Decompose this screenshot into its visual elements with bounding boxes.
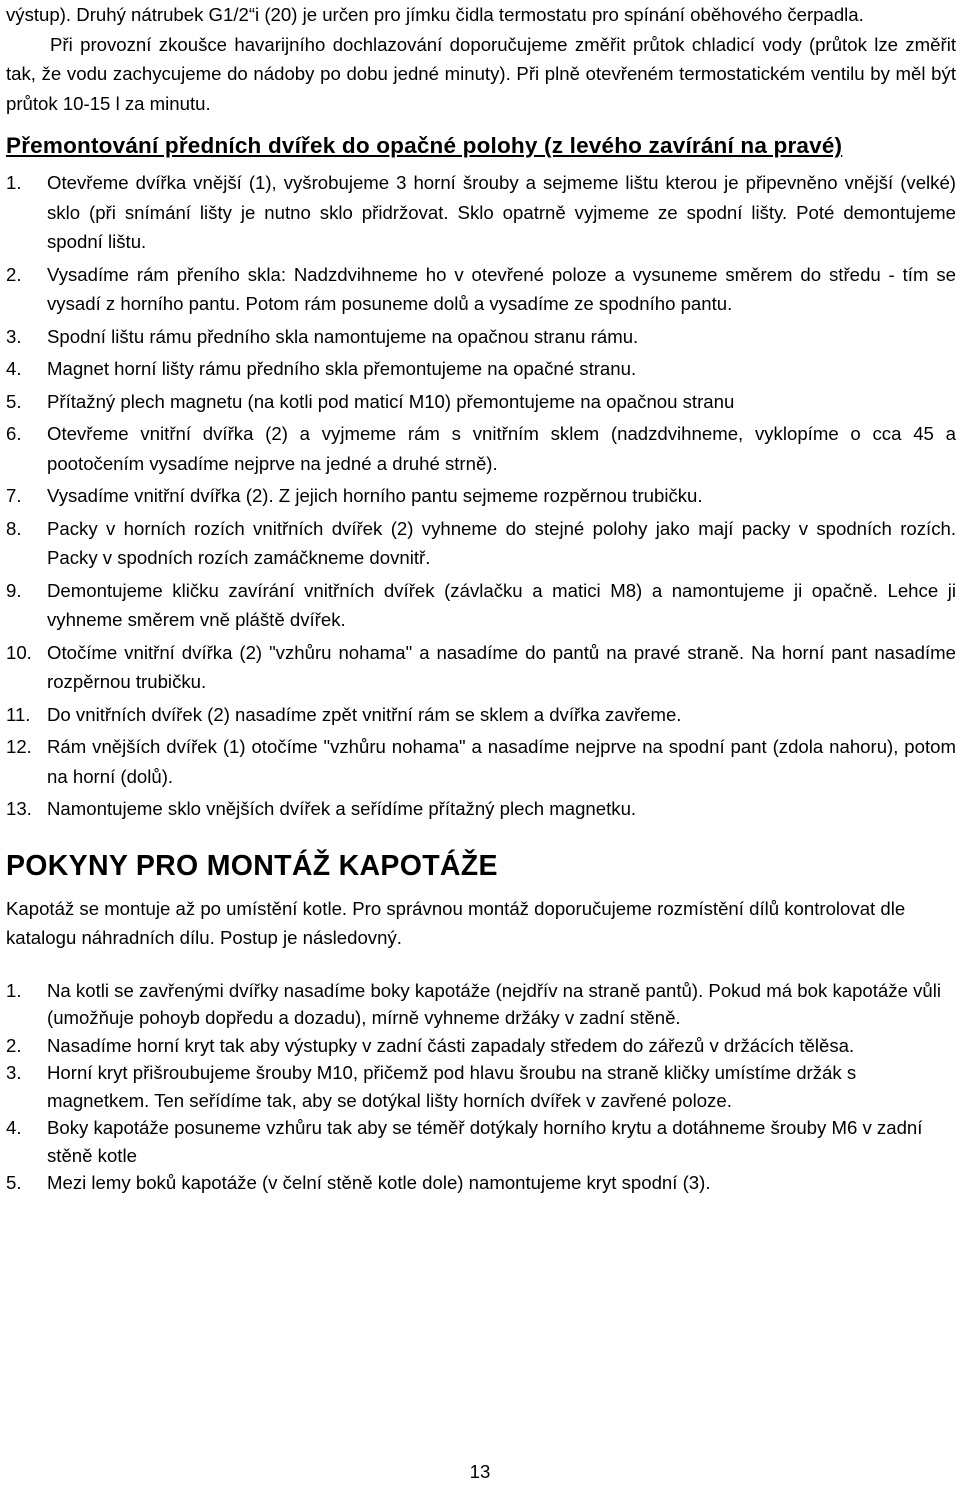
step-number: 1.: [6, 979, 22, 1001]
step-text: Nasadíme horní kryt tak aby výstupky v zadní části zapadaly středem do zářezů v držácích tělěsa.: [47, 1034, 855, 1056]
intro-paragraph-1: výstup). Druhý nátrubek G1/2“i (20) je určen pro jímku čidla termostatu pro spínání oběhového čerpadla.: [6, 4, 864, 25]
document-page: [6, 0, 956, 1197]
step-number: 4.: [6, 1117, 22, 1138]
step-number: 3.: [6, 1062, 22, 1083]
list-item: [6, 1059, 956, 1114]
list-item: [6, 1114, 956, 1169]
step-number: 2.: [6, 1034, 22, 1056]
step-text: Do vnitřních dvířek (2) nasadíme zpět vnitřní rám se sklem a dvířka zavřeme.: [47, 703, 682, 725]
step-text: Magnet horní lišty rámu předního skla přemontujeme na opačné stranu.: [47, 358, 637, 379]
step-number: 9.: [6, 579, 22, 601]
list-item: [6, 322, 956, 352]
list-item: [6, 354, 956, 384]
step-number: 1.: [6, 172, 22, 193]
step-text: Boky kapotáže posuneme vzhůru tak aby se téměř dotýkaly horního krytu a dotáhneme šrouby M6 v zadní stěně kotle: [47, 1117, 923, 1166]
step-number: 8.: [6, 517, 22, 539]
step-text: Vysadíme rám přeního skla: Nadzdvihneme ho v otevřené poloze a vysuneme směrem do středu - tím se vysadí z horního pantu. Potom rám posuneme dolů a vysadíme ze spodního pantu.: [47, 263, 956, 314]
step-number: 4.: [6, 358, 22, 379]
list-item: [6, 732, 956, 791]
step-text: Namontujeme sklo vnějších dvířek a seřídíme přítažný plech magnetku.: [47, 798, 637, 819]
step-number: 5.: [6, 1172, 22, 1193]
step-text: Packy v horních rozích vnitřních dvířek (2) vyhneme do stejné polohy jako mají packy v spodních rozích. Packy v spodních rozích zamáčkneme dovnitř.: [47, 517, 956, 568]
list-item: [6, 419, 956, 478]
list-item: [6, 794, 956, 824]
list-item: [6, 481, 956, 511]
step-text: Mezi lemy boků kapotáže (v čelní stěně kotle dole) namontujeme kryt spodní (3).: [47, 1172, 711, 1193]
spacer: [6, 953, 956, 977]
step-text: Rám vnějších dvířek (1) otočíme "vzhůru nohama" a nasadíme nejprve na spodní pant (zdola nahoru), potom na horní (dolů).: [47, 736, 956, 787]
door-steps-list: [6, 168, 956, 824]
step-text: Horní kryt přišroubujeme šrouby M10, přičemž pod hlavu šroubu na straně kličky umístíme držák s magnetkem. Ten seřídíme tak, aby se dotýkal lišty horních dvířek v zavřené poloze.: [47, 1062, 857, 1111]
step-text: Přítažný plech magnetu (na kotli pod maticí M10) přemontujeme na opačnou stranu: [47, 390, 735, 412]
list-item: [6, 700, 956, 730]
step-number: 7.: [6, 485, 22, 506]
step-text: Demontujeme kličku zavírání vnitřních dvířek (závlačku a matici M8) a namontujeme ji opačně. Lehce ji vyhneme směrem vně pláště dvířek.: [47, 579, 956, 630]
step-number: 13.: [6, 798, 32, 819]
step-text: Spodní lištu rámu předního skla namontujeme na opačnou stranu rámu.: [47, 325, 639, 347]
door-section-heading: Přemontování předních dvířek do opačné polohy (z levého zavírání na pravé): [6, 133, 843, 158]
step-number: 2.: [6, 263, 22, 285]
step-number: 10.: [6, 641, 32, 663]
list-item: [6, 977, 956, 1032]
step-number: 5.: [6, 390, 22, 412]
kapotaz-steps-list: [6, 977, 956, 1197]
step-number: 3.: [6, 325, 22, 347]
list-item: [6, 638, 956, 697]
step-number: 12.: [6, 736, 32, 757]
step-number: 11.: [6, 703, 31, 725]
kapotaz-intro: Kapotáž se montuje až po umístění kotle. Pro správnou montáž doporučujeme rozmístění dílů kontrolovat dle katalogu náhradních dílu. Postup je následovný.: [6, 897, 906, 948]
step-text: Na kotli se zavřenými dvířky nasadíme boky kapotáže (nejdřív na straně pantů). Pokud má bok kapotáže vůli (umožňuje pohoyb dopředu a dozadu), mírně vyhneme držáky v zadní stěně.: [47, 979, 941, 1028]
list-item: [6, 1169, 956, 1197]
step-text: Otevřeme vnitřní dvířka (2) a vyjmeme rám s vnitřním sklem (nadzdvihneme, vyklopíme o cca 45 a pootočením vysadíme nejprve na jedné a druhé strně).: [47, 423, 956, 474]
step-text: Otevřeme dvířka vnější (1), vyšrobujeme 3 horní šrouby a sejmeme lištu kterou je připevněno vnější (velké) sklo (při snímání lišty je nutno sklo přidržovat. Sklo opatrně vyjmeme ze spodní lišty. Poté demontujeme spodní lištu.: [47, 172, 956, 252]
step-text: Otočíme vnitřní dvířka (2) "vzhůru nohama" a nasadíme do pantů na pravé straně. Na horní pant nasadíme rozpěrnou trubičku.: [47, 641, 956, 692]
list-item: [6, 260, 956, 319]
step-number: 6.: [6, 423, 22, 444]
list-item: [6, 1032, 956, 1060]
intro-paragraph-2: Při provozní zkoušce havarijního dochlazování doporučujeme změřit průtok chladicí vody (průtok lze změřit tak, že vodu zachycujeme do nádoby po dobu jedné minuty). Při plně otevřeném termostatickém ventilu by měl být průtok 10-15 l za minutu.: [6, 33, 956, 114]
list-item: [6, 514, 956, 573]
list-item: [6, 576, 956, 635]
kapotaz-section-heading: POKYNY PRO MONTÁŽ KAPOTÁŽE: [6, 849, 498, 882]
step-text: Vysadíme vnitřní dvířka (2). Z jejich horního pantu sejmeme rozpěrnou trubičku.: [47, 485, 703, 506]
list-item: [6, 168, 956, 257]
list-item: [6, 387, 956, 417]
page-number: 13: [469, 1461, 491, 1482]
